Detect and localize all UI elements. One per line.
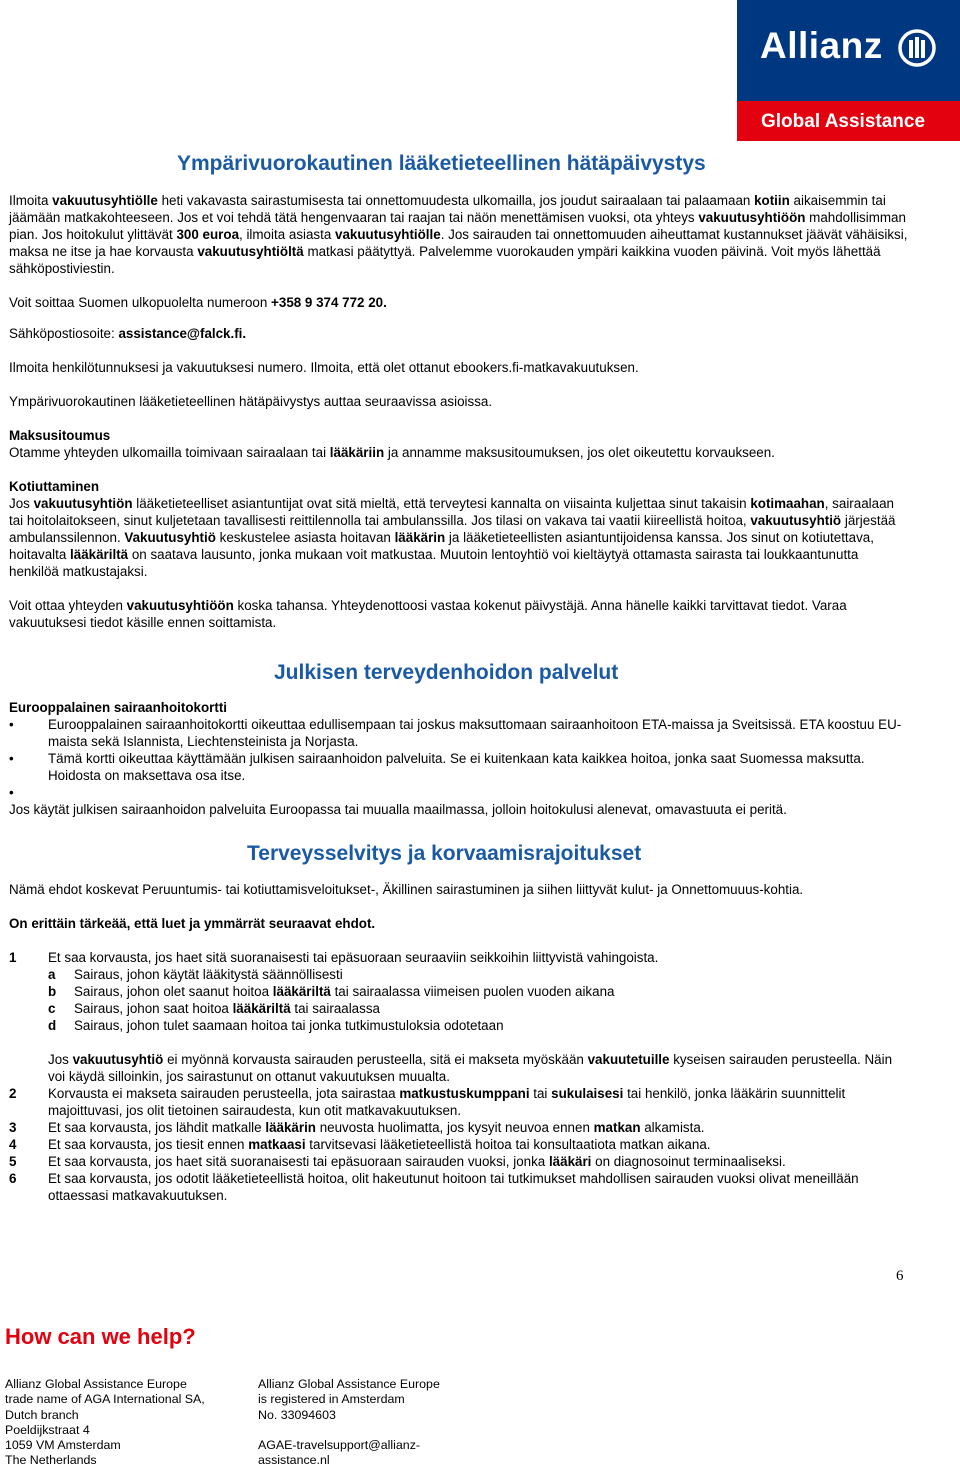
footer-line: Allianz Global Assistance Europe — [258, 1377, 440, 1391]
footer-line: Dutch branch — [5, 1407, 79, 1422]
item-text: Et saa korvausta, jos lähdit matkalle lääkärin neuvosta huolimatta, jos kysyit neuvoa ennen matkan alkamista. — [48, 1120, 705, 1135]
limits-intro: Nämä ehdot koskevat Peruuntumis- tai kotiuttamisveloitukset-, Äkillinen sairastuminen ja siihen liittyvät kulut- ja Onnettomuuus-kohtia. — [9, 882, 804, 897]
sub-item — [9, 983, 909, 1000]
sub-item-text: Sairaus, johon olet saanut hoitoa lääkäriltä tai sairaalassa viimeisen puolen vuoden aikana — [74, 984, 615, 999]
contact-paragraph: Voit ottaa yhteyden vakuutusyhtiöön koska tahansa. Yhteydenottoosi vastaa kokenut päivystäjä. Anna hänelle kaikki tarvittavat tiedot. Varaa vakuutuksesi tiedot käsille ennen soittamista. — [9, 598, 847, 630]
email-label: Sähköpostiosoite: — [9, 326, 119, 341]
maksusitoumus-heading: Maksusitoumus — [9, 428, 111, 443]
sub-item — [9, 1017, 909, 1034]
bullet-item: • Tämä kortti oikeuttaa käyttämään julkisen sairaanhoidon palveluita. Se ei kuitenkaan kata kaikkea hoitoa, jonka saat Suomessa maksutta. Hoidosta on maksettava osa itse. — [9, 751, 865, 783]
sub-item — [9, 1000, 909, 1017]
bullet-icon: • — [9, 751, 14, 766]
sub-item-letter: d — [48, 1018, 57, 1033]
kotiuttaminen-text: Jos vakuutusyhtiön lääketieteelliset asiantuntijat ovat sitä mieltä, että terveytesi kannalta on viisainta kuljettaa sinut takaisin kotimaahan, sairaalaan tai hoitolaitokseen, sinut kuljetetaan tavallisesti reittilennolla tai ambulanssilla. Jos tilasi on vakava tai vaatii kiireellistä hoitoa, vakuutusyhtiö järjestää ambulanssilennon. Vakuutusyhtiö keskustelee asiasta hoitavan lääkärin ja lääketieteellisten asiantuntijoidensa kanssa. Jos sinut on kotiutettava, hoitavalta lääkäriltä on saatava lausunto, jonka mukaan voit matkustaa. Muutoin lentoyhtiö voi kieltäytyä ottamasta sairasta tai loukkaantunutta henkilöä matkustajaksi. — [9, 496, 896, 579]
footer-email: AGAE-travelsupport@allianz- — [258, 1437, 421, 1452]
sub-item-text: Sairaus, johon tulet saamaan hoitoa tai jonka tutkimustuloksia odotetaan — [74, 1018, 504, 1033]
card-heading: Eurooppalainen sairaanhoitokortti — [9, 700, 227, 715]
sub-item-letter: c — [48, 1001, 56, 1016]
numbered-item-1 — [9, 949, 909, 966]
numbered-item — [9, 1119, 909, 1136]
footer-line: Poeldijkstraat 4 — [5, 1422, 90, 1437]
bullet-icon: • — [9, 785, 14, 800]
item-text: Et saa korvausta, jos odotit lääketieteellistä hoitoa, olit hakeutunut hoitoon tai tutkimukset mahdollisen sairauden vuoksi olivat meneillään ottaessasi matkavakuutuksen. — [48, 1171, 859, 1203]
logo-blue-band — [737, 0, 960, 101]
footer-email: assistance.nl — [258, 1453, 330, 1468]
after-sub-paragraph: Jos vakuutusyhtiö ei myönnä korvausta sairauden perusteella, sitä ei makseta myöskään vakuutetuille kyseisen sairauden perusteella. Näin voi käydä silloinkin, jos sairastunut on ottanut vakuutuksen muualta. — [48, 1052, 893, 1084]
logo-red-band — [737, 101, 960, 141]
email-address: assistance@falck.fi. — [118, 326, 247, 341]
item-text: Korvausta ei makseta sairauden perusteella, jota sairastaa matkustuskumppani tai sukulaisesi tai henkilö, jonka lääkärin suunnittelit majoittuvasi, jos olit tietoinen sairaudesta, kun otit matkavakuutuksen. — [48, 1086, 846, 1118]
item-text: Et saa korvausta, jos haet sitä suoranaisesti tai epäsuoraan seuraaviin seikkoihin liittyvistä vahingoista. — [48, 950, 659, 965]
maksusitoumus-text: Otamme yhteyden ulkomailla toimivaan sairaalaan tai lääkäriin ja annamme maksusitoumuksen, jos olet oikeutettu korvaukseen. — [9, 445, 775, 460]
sub-item-letter: a — [48, 967, 56, 982]
item-number: 4 — [9, 1137, 17, 1152]
numbered-item — [9, 1085, 909, 1119]
numbered-item — [9, 1170, 909, 1204]
phone-label: Voit soittaa Suomen ulkopuolelta numeroon — [9, 295, 272, 310]
bullet-item — [9, 784, 909, 801]
sub-list — [9, 966, 909, 1034]
bullet-item: • Eurooppalainen sairaanhoitokortti oikeuttaa edullisempaan tai joskus maksuttomaan sairaanhoitoon ETA-maissa ja Sveitsissä. ETA koostuu EU-maista sekä Islannista, Liechtensteinista ja Norjasta. — [9, 717, 902, 749]
footer-line: Allianz Global Assistance Europe — [5, 1377, 187, 1391]
logo-brand-name: Allianz — [760, 25, 883, 66]
sub-item — [9, 966, 909, 983]
card-bullet-list — [9, 716, 909, 801]
footer-line: 1059 VM Amsterdam — [5, 1438, 121, 1453]
footer-line: trade name of AGA International SA, — [5, 1392, 205, 1407]
item-text: Et saa korvausta, jos haet sitä suoranaisesti tai epäsuoraan sairauden vuoksi, jonka lääkäri on diagnosoinut terminaaliseksi. — [48, 1154, 786, 1169]
allianz-logo — [737, 0, 960, 141]
logo-subtitle: Global Assistance — [761, 111, 926, 132]
sub-item-letter: b — [48, 984, 57, 999]
item-number: 2 — [9, 1086, 17, 1101]
item-number: 1 — [9, 950, 17, 965]
emergency-paragraph: Ilmoita vakuutusyhtiölle heti vakavasta sairastumisesta tai onnettomuudesta ulkomailla, jos joudut sairaalaan tai palaamaan kotiin aikaisemmin tai jäämään matkakohteeseen. Jos et voi tehdä tätä hengenvaaran tai raajan tai näön menettämisen vuoksi, ota yhteys vakuutusyhtiöön mahdollisimman pian. Jos hoitokulut ylittävät 300 euroa, ilmoita asiasta vakuutusyhtiölle. Jos sairauden tai onnettomuuden aiheuttamat kustannukset jäävät vähäisiksi, maksa ne itse ja hae korvausta vakuutusyhtiöltä matkasi päätyttyä. Palvelemme vuorokauden ympäri kaikkina vuoden päivinä. Voit myös lähettää sähköpostiviestin. — [9, 193, 908, 276]
document-body — [9, 150, 909, 1204]
numbered-item — [9, 1136, 909, 1153]
section-title-public-health: Julkisen terveydenhoidon palvelut — [274, 661, 619, 684]
intro-paragraph: Ympärivuorokautinen lääketieteellinen hätäpäivystys auttaa seuraavissa asioissa. — [9, 394, 493, 409]
sub-item-text: Sairaus, johon käytät lääkitystä säännöllisesti — [74, 967, 343, 982]
item-number: 3 — [9, 1120, 17, 1135]
important-note: On erittäin tärkeää, että luet ja ymmärrät seuraavat ehdot. — [9, 916, 376, 931]
footer-line: is registered in Amsterdam — [258, 1392, 405, 1407]
phone-line — [9, 294, 909, 311]
footer-line: The Netherlands — [5, 1453, 97, 1468]
page-number: 6 — [896, 1268, 904, 1284]
phone-number: +358 9 374 772 20. — [271, 295, 387, 310]
bullet-icon: • — [9, 717, 14, 732]
item-number: 5 — [9, 1154, 17, 1169]
public-health-closing: Jos käytät julkisen sairaanhoidon palveluita Euroopassa tai muualla maailmassa, jolloin hoitokulusi alenevat, omavastuuta ei peritä. — [9, 802, 787, 817]
kotiuttaminen-heading: Kotiuttaminen — [9, 479, 100, 494]
section-title-health-limits: Terveysselvitys ja korvaamisrajoitukset — [247, 842, 642, 865]
item-text: Et saa korvausta, jos tiesit ennen matkaasi tarvitsevasi lääketieteellistä hoitoa tai konsultaatiota matkan aikana. — [48, 1137, 711, 1152]
notify-paragraph: Ilmoita henkilötunnuksesi ja vakuutuksesi numero. Ilmoita, että olet ottanut ebookers.fi-matkavakuutuksen. — [9, 360, 639, 375]
footer-line — [258, 1423, 498, 1438]
footer-right — [258, 1377, 498, 1468]
numbered-list — [9, 1085, 909, 1204]
section-title-emergency: Ympärivuorokautinen lääketieteellinen hätäpäivystys — [177, 152, 706, 175]
footer-left — [5, 1377, 245, 1469]
sub-item-text: Sairaus, johon saat hoitoa lääkäriltä tai sairaalassa — [74, 1001, 380, 1016]
footer-line: No. 33094603 — [258, 1407, 336, 1422]
allianz-eagle-icon — [897, 28, 937, 68]
numbered-item — [9, 1153, 909, 1170]
item-number: 6 — [9, 1171, 17, 1186]
email-line — [9, 325, 909, 342]
help-slogan: How can we help? — [5, 1324, 196, 1349]
